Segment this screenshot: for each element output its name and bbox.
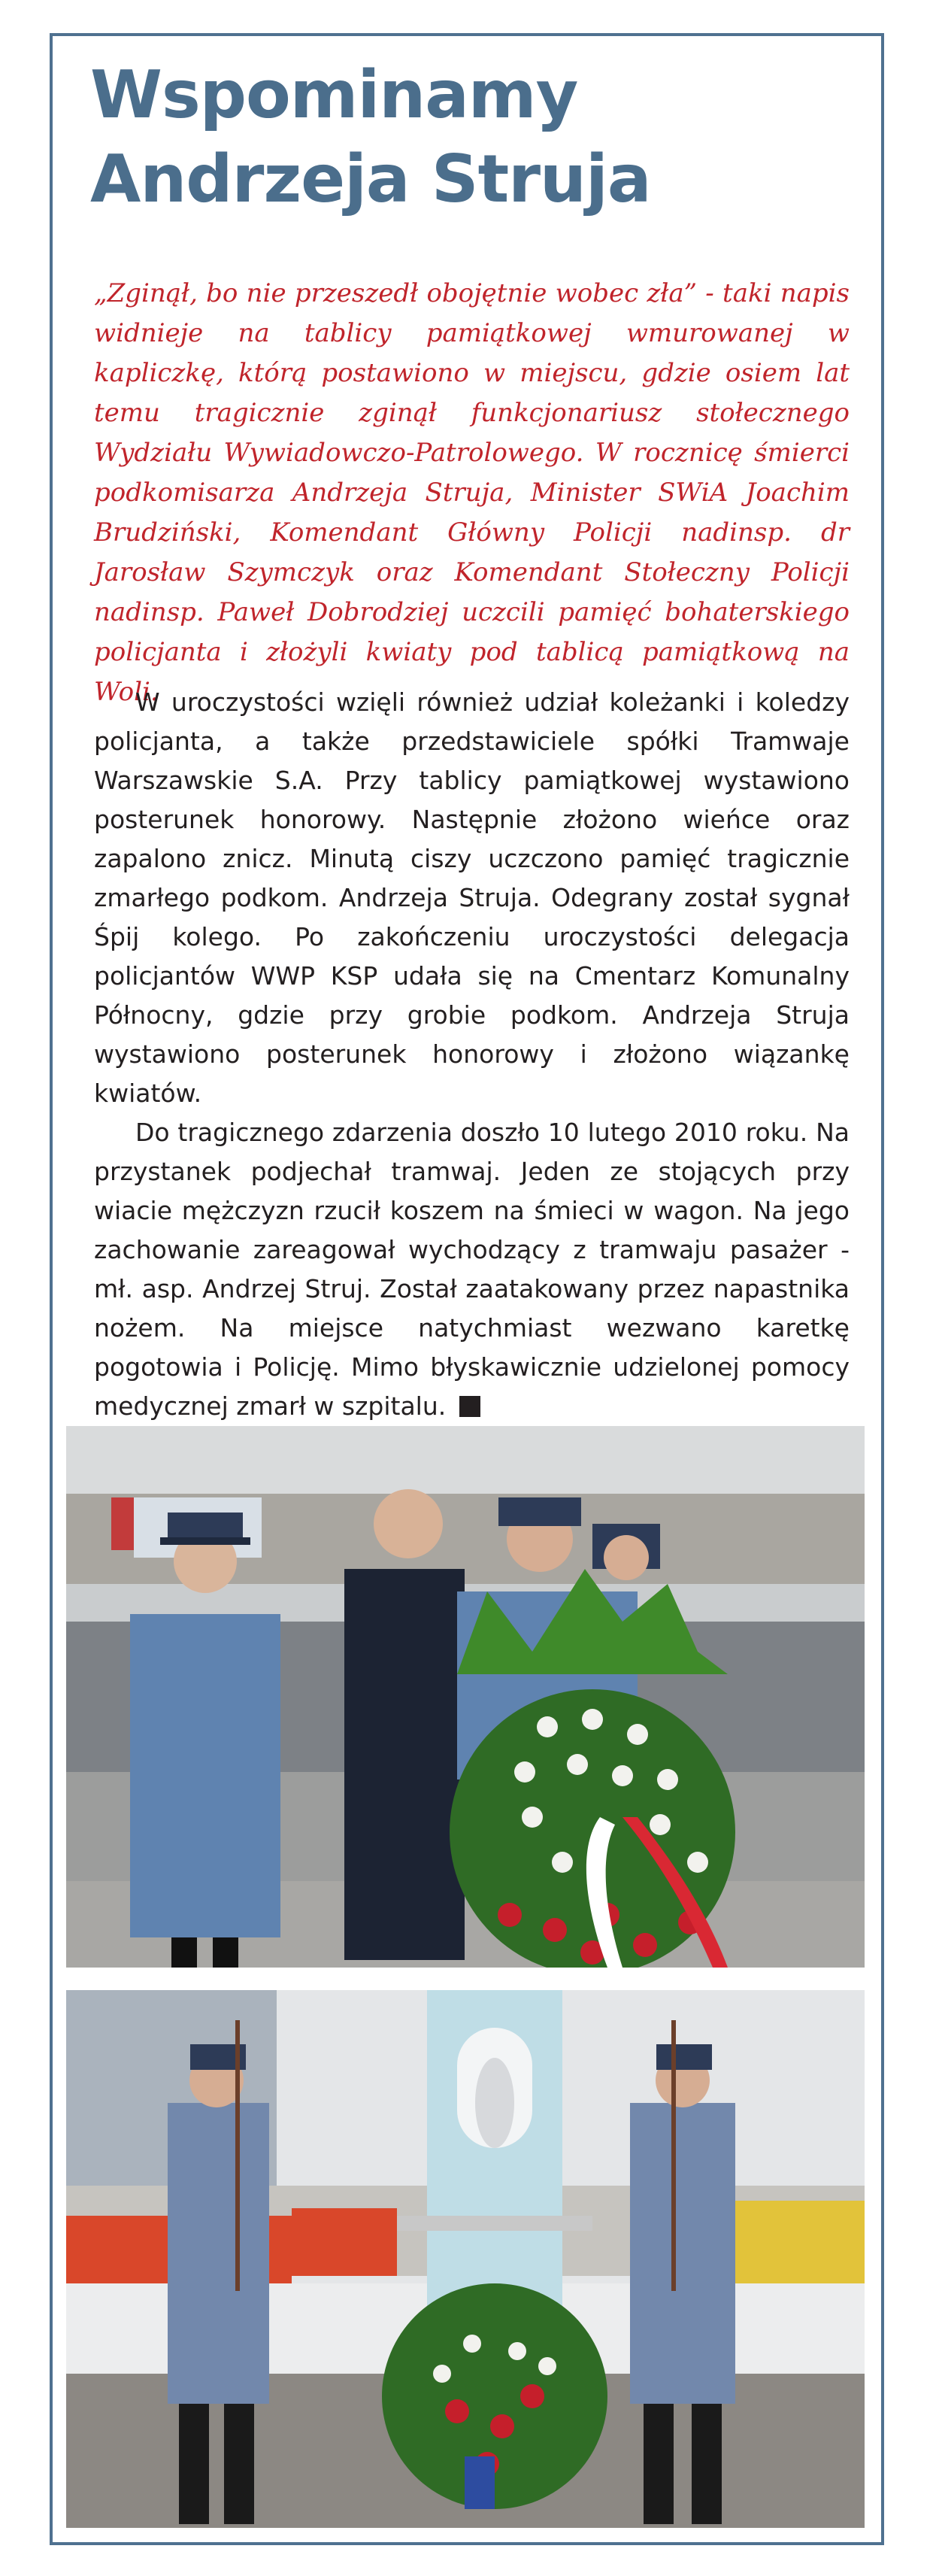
- title-line-2: Andrzeja Struja: [90, 141, 651, 217]
- photo-wreath-ceremony: [66, 1426, 865, 1968]
- photo-honor-guard-image: [66, 1990, 865, 2528]
- title-line-1: Wspominamy: [90, 56, 578, 133]
- photo-wreath-ceremony-image: [66, 1426, 865, 1968]
- body-paragraph-1: W uroczystości wzięli również udział koleżanki i koledzy policjanta, a także przedstawiciele spółki Tramwaje Warszawskie S.A. Przy tablicy pamiątkowej wystawiono posterunek honorowy. Następnie złożono wieńce oraz zapalono znicz. Minutą ciszy uczczono pamięć tragicznie zmarłego podkom. Andrzeja Struja. Odegrany został sygnał Śpij kolego. Po zakończeniu uroczystości delegacja policjantów WWP KSP udała się na Cmentarz Komunalny Północny, gdzie przy grobie podkom. Andrzeja Struja wystawiono posterunek honorowy i złożono wiązankę kwiatów.: [94, 687, 850, 1108]
- article-body: [94, 683, 850, 1426]
- lead-paragraph: „Zginął, bo nie przeszedł obojętnie wobec zła” - taki napis widnieje na tablicy pamiątkowej wmurowanej w kapliczkę, którą postawiono w miejscu, gdzie osiem lat temu tragicznie zginął funkcjonariusz stołecznego Wydziału Wywiadowczo-Patrolowego. W rocznicę śmierci podkomisarza Andrzeja Struja, Minister SWiA Joachim Brudziński, Komendant Główny Policji nadinsp. dr Jarosław Szymczyk oraz Komendant Stołeczny Policji nadinsp. Paweł Dobrodziej uczcili pamięć bohaterskiego policjanta i złożyli kwiaty pod tablicą pamiątkową na Woli.: [94, 278, 850, 707]
- end-mark-icon: [459, 1396, 480, 1417]
- body-paragraph-2: Do tragicznego zdarzenia doszło 10 lutego 2010 roku. Na przystanek podjechał tramwaj. Jeden ze stojących przy wiacie mężczyzn rzucił koszem na śmieci w wagon. Na jego zachowanie zareagował wychodzący z tramwaju pasażer - mł. asp. Andrzej Struj. Został zaatakowany przez napastnika nożem. Na miejsce natychmiast wezwano karetkę pogotowia i Policję. Mimo błyskawicznie udzielonej pomocy medycznej zmarł w szpitalu.: [94, 1118, 850, 1421]
- photo-honor-guard: [66, 1990, 865, 2528]
- article-title: [90, 53, 842, 221]
